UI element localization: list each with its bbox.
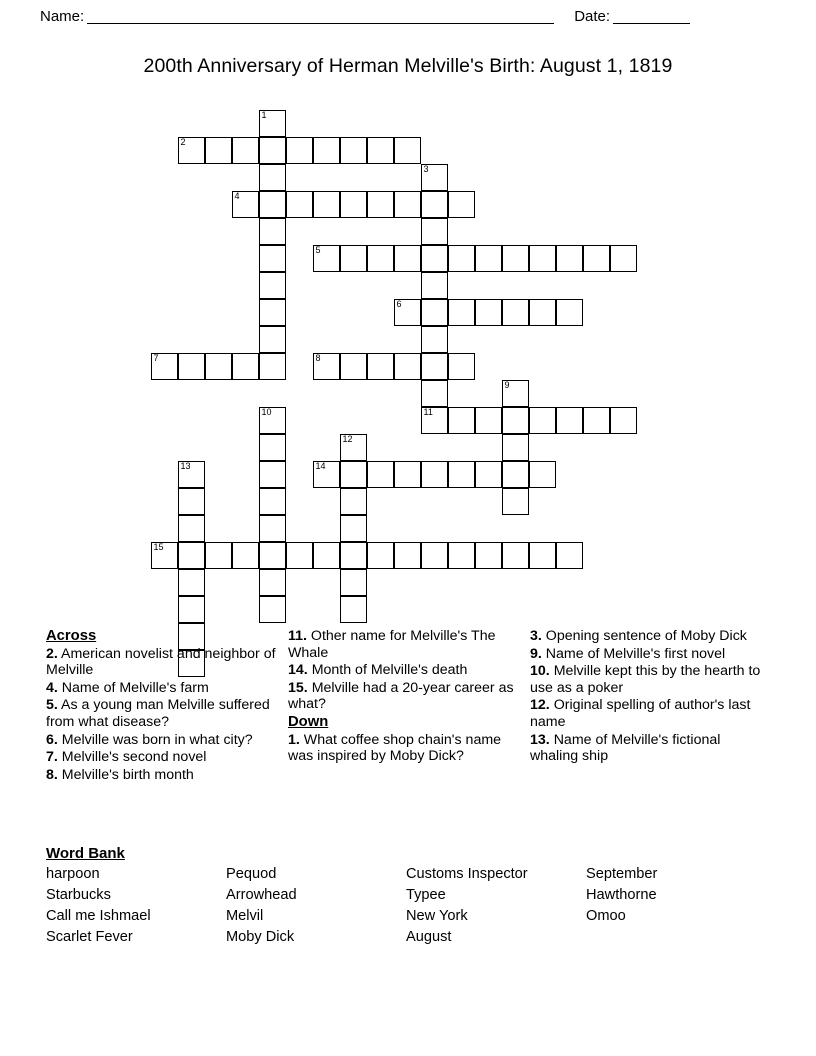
word-bank-item[interactable]: Scarlet Fever <box>46 929 133 945</box>
clue-text: Name of Melville's farm <box>61 679 209 696</box>
crossword-cell[interactable] <box>556 245 583 272</box>
down-heading: Down <box>288 713 329 730</box>
crossword-cell[interactable] <box>313 542 340 569</box>
word-bank-item[interactable]: New York <box>406 908 468 924</box>
cell-number: 4 <box>234 191 240 201</box>
crossword-cell[interactable] <box>610 407 637 434</box>
crossword-cell[interactable] <box>340 542 367 569</box>
crossword-cell[interactable] <box>367 542 394 569</box>
crossword-cell[interactable] <box>259 191 286 218</box>
crossword-cell[interactable] <box>421 407 448 434</box>
word-bank-item[interactable]: Omoo <box>586 908 626 924</box>
crossword-cell[interactable] <box>232 353 259 380</box>
crossword-cell[interactable] <box>367 461 394 488</box>
crossword-cell[interactable] <box>259 299 286 326</box>
word-bank-empty <box>586 929 766 945</box>
crossword-cell[interactable] <box>313 191 340 218</box>
cell-number: 12 <box>342 434 353 444</box>
crossword-cell[interactable] <box>367 353 394 380</box>
crossword-cell[interactable] <box>529 299 556 326</box>
crossword-cell[interactable] <box>502 542 529 569</box>
cell-number: 6 <box>396 299 402 309</box>
crossword-cell[interactable] <box>502 245 529 272</box>
clue-column-3 <box>530 628 762 766</box>
clue-number: 6. <box>46 731 58 748</box>
crossword-cell[interactable] <box>610 245 637 272</box>
crossword-cell[interactable] <box>340 353 367 380</box>
clue-down-12 <box>530 697 762 730</box>
crossword-cell[interactable] <box>259 569 286 596</box>
clue-number: 15. <box>288 679 308 696</box>
crossword-cell[interactable] <box>286 542 313 569</box>
crossword-cell[interactable] <box>232 191 259 218</box>
crossword-cell[interactable] <box>340 596 367 623</box>
clue-number: 5. <box>46 697 58 714</box>
clue-number: 7. <box>46 749 58 766</box>
crossword-cell[interactable] <box>394 191 421 218</box>
crossword-cell[interactable] <box>259 326 286 353</box>
cell-number: 9 <box>504 380 510 390</box>
word-bank-section <box>46 845 776 945</box>
word-bank-item[interactable]: harpoon <box>46 866 100 882</box>
crossword-cell[interactable] <box>583 407 610 434</box>
crossword-cell[interactable] <box>448 191 475 218</box>
crossword-cell[interactable] <box>259 137 286 164</box>
clue-text: Melville had a 20-year career as what? <box>288 679 514 713</box>
word-bank-item[interactable]: Hawthorne <box>586 887 657 903</box>
clue-column-1 <box>46 628 278 784</box>
crossword-cell[interactable] <box>340 569 367 596</box>
cell-number: 11 <box>423 407 433 417</box>
crossword-cell[interactable] <box>529 461 556 488</box>
crossword-cell[interactable] <box>421 542 448 569</box>
crossword-cell[interactable] <box>448 407 475 434</box>
word-bank-item[interactable]: Customs Inspector <box>406 866 528 882</box>
crossword-cell[interactable] <box>475 542 502 569</box>
crossword-cell[interactable] <box>178 353 205 380</box>
clue-text: What coffee shop chain's name was inspired by Moby Dick? <box>288 731 502 765</box>
clue-number: 1. <box>288 731 300 748</box>
clue-number: 12. <box>530 697 550 714</box>
clue-column-2 <box>288 628 520 766</box>
crossword-cell[interactable] <box>421 380 448 407</box>
clue-text: As a young man Melville suffered from what disease? <box>46 697 270 730</box>
crossword-cell[interactable] <box>394 245 421 272</box>
crossword-cell[interactable] <box>502 407 529 434</box>
crossword-cell[interactable] <box>367 137 394 164</box>
crossword-cell[interactable] <box>448 353 475 380</box>
page-title: 200th Anniversary of Herman Melville's Birth: August 1, 1819 <box>143 55 673 77</box>
crossword-cell[interactable] <box>475 407 502 434</box>
crossword-cell[interactable] <box>448 461 475 488</box>
crossword-cell[interactable] <box>340 488 367 515</box>
clue-number: 3. <box>530 628 542 644</box>
clue-across-11 <box>288 628 520 661</box>
crossword-cell[interactable] <box>259 461 286 488</box>
crossword-cell[interactable] <box>529 542 556 569</box>
clue-text: Month of Melville's death <box>311 662 468 679</box>
crossword-cell[interactable] <box>259 515 286 542</box>
crossword-cell[interactable] <box>151 353 178 380</box>
crossword-cell[interactable] <box>448 299 475 326</box>
crossword-cell[interactable] <box>340 137 367 164</box>
crossword-cell[interactable] <box>259 245 286 272</box>
crossword-cell[interactable] <box>340 191 367 218</box>
clue-across-4 <box>46 680 278 697</box>
crossword-cell[interactable] <box>313 353 340 380</box>
clue-across-7 <box>46 749 278 766</box>
clue-text: Melville was born in what city? <box>61 731 253 748</box>
crossword-cell[interactable] <box>394 299 421 326</box>
crossword-cell[interactable] <box>394 137 421 164</box>
crossword-cell[interactable] <box>178 569 205 596</box>
clue-down-9 <box>530 646 762 663</box>
crossword-cell[interactable] <box>556 299 583 326</box>
crossword-cell[interactable] <box>448 542 475 569</box>
clue-across-15 <box>288 680 520 713</box>
crossword-cell[interactable] <box>259 488 286 515</box>
word-bank-item[interactable]: September <box>586 866 658 882</box>
clue-text: Opening sentence of Moby Dick <box>545 628 747 644</box>
crossword-cell[interactable] <box>367 245 394 272</box>
clue-number: 4. <box>46 679 58 696</box>
crossword-cell[interactable] <box>313 137 340 164</box>
clue-across-6 <box>46 732 278 749</box>
clue-number: 8. <box>46 766 58 783</box>
clue-number: 2. <box>46 645 58 662</box>
word-bank-item[interactable]: Starbucks <box>46 887 111 903</box>
crossword-cell[interactable] <box>178 515 205 542</box>
crossword-cell[interactable] <box>259 434 286 461</box>
clue-down-1 <box>288 732 520 765</box>
crossword-cell[interactable] <box>259 110 286 137</box>
clue-number: 14. <box>288 662 308 679</box>
crossword-cell[interactable] <box>205 137 232 164</box>
clue-across-2 <box>46 646 278 679</box>
name-label: Name: <box>40 8 85 25</box>
crossword-cell[interactable] <box>421 272 448 299</box>
across-heading: Across <box>46 628 97 644</box>
crossword-cell[interactable] <box>502 434 529 461</box>
clue-text: American novelist and neighbor of Melville <box>46 645 276 679</box>
date-label: Date: <box>574 8 611 25</box>
crossword-cell[interactable] <box>313 245 340 272</box>
crossword-cell[interactable] <box>556 542 583 569</box>
cell-number: 1 <box>261 110 267 120</box>
crossword-cell[interactable] <box>232 137 259 164</box>
word-bank-item[interactable]: August <box>406 929 452 945</box>
clue-down-10 <box>530 663 762 696</box>
word-bank-item[interactable]: Typee <box>406 887 446 903</box>
cell-number: 13 <box>180 461 191 471</box>
crossword-cell[interactable] <box>502 299 529 326</box>
cell-number: 15 <box>153 542 164 552</box>
crossword-cell[interactable] <box>151 542 178 569</box>
clue-text: Name of Melville's first novel <box>545 645 726 662</box>
crossword-cell[interactable] <box>286 191 313 218</box>
clue-number: 9. <box>530 645 542 662</box>
crossword-cell[interactable] <box>205 353 232 380</box>
clue-across-14 <box>288 662 520 679</box>
crossword-cell[interactable] <box>421 191 448 218</box>
clue-across-5 <box>46 697 278 730</box>
crossword-cell[interactable] <box>502 488 529 515</box>
crossword-cell[interactable] <box>340 461 367 488</box>
cell-number: 8 <box>315 353 321 363</box>
word-bank-heading: Word Bank <box>46 845 125 862</box>
cell-number: 10 <box>261 407 272 417</box>
crossword-cell[interactable] <box>286 137 313 164</box>
clue-down-3 <box>530 628 762 645</box>
cell-number: 7 <box>153 353 159 363</box>
crossword-cell[interactable] <box>421 245 448 272</box>
cell-number: 2 <box>180 137 186 147</box>
clue-across-8 <box>46 767 278 784</box>
clue-down-13 <box>530 732 762 765</box>
clue-number: 11. <box>288 628 307 644</box>
clue-number: 13. <box>530 731 550 748</box>
clues-section <box>0 628 816 828</box>
crossword-cell[interactable] <box>421 326 448 353</box>
cell-number: 5 <box>315 245 321 255</box>
crossword-cell[interactable] <box>259 407 286 434</box>
crossword-cell[interactable] <box>340 245 367 272</box>
crossword-cell[interactable] <box>178 596 205 623</box>
crossword-cell[interactable] <box>259 353 286 380</box>
crossword-cell[interactable] <box>529 407 556 434</box>
cell-number: 14 <box>315 461 326 471</box>
crossword-cell[interactable] <box>556 407 583 434</box>
cell-number: 3 <box>423 164 429 174</box>
crossword-cell[interactable] <box>394 353 421 380</box>
crossword-cell[interactable] <box>178 488 205 515</box>
crossword-cell[interactable] <box>448 245 475 272</box>
crossword-cell[interactable] <box>259 272 286 299</box>
word-bank-item[interactable]: Pequod <box>226 866 277 882</box>
crossword-cell[interactable] <box>583 245 610 272</box>
crossword-cell[interactable] <box>340 515 367 542</box>
crossword-cell[interactable] <box>475 461 502 488</box>
word-bank-item[interactable]: Call me Ishmael <box>46 908 151 924</box>
clue-text: Melville kept this by the hearth to use as a poker <box>530 663 761 696</box>
crossword-cell[interactable] <box>232 542 259 569</box>
crossword-cell[interactable] <box>421 461 448 488</box>
word-bank-item[interactable]: Arrowhead <box>226 887 297 903</box>
word-bank-item[interactable]: Moby Dick <box>226 929 295 945</box>
crossword-cell[interactable] <box>421 218 448 245</box>
clue-number: 10. <box>530 663 550 680</box>
crossword-cell[interactable] <box>502 380 529 407</box>
crossword-cell[interactable] <box>313 461 340 488</box>
crossword-cell[interactable] <box>205 542 232 569</box>
clue-text: Name of Melville's fictional whaling ship <box>530 731 721 765</box>
crossword-cell[interactable] <box>529 245 556 272</box>
clue-text: Melville's second novel <box>61 749 207 766</box>
crossword-cell[interactable] <box>178 137 205 164</box>
crossword-cell[interactable] <box>178 542 205 569</box>
crossword-cell[interactable] <box>502 461 529 488</box>
crossword-cell[interactable] <box>475 245 502 272</box>
clue-text: Other name for Melville's The Whale <box>288 628 496 661</box>
crossword-cell[interactable] <box>475 299 502 326</box>
crossword-cell[interactable] <box>421 353 448 380</box>
crossword-cell[interactable] <box>259 164 286 191</box>
word-bank-item[interactable]: Melvil <box>226 908 264 924</box>
crossword-cell[interactable] <box>340 434 367 461</box>
crossword-cell[interactable] <box>394 542 421 569</box>
crossword-cell[interactable] <box>259 218 286 245</box>
crossword-cell[interactable] <box>421 164 448 191</box>
crossword-cell[interactable] <box>178 461 205 488</box>
clue-text: Original spelling of author's last name <box>530 697 751 730</box>
crossword-cell[interactable] <box>259 596 286 623</box>
crossword-cell[interactable] <box>421 299 448 326</box>
clue-text: Melville's birth month <box>61 766 194 783</box>
crossword-cell[interactable] <box>394 461 421 488</box>
crossword-cell[interactable] <box>259 542 286 569</box>
word-bank-grid <box>46 866 776 945</box>
crossword-cell[interactable] <box>367 191 394 218</box>
